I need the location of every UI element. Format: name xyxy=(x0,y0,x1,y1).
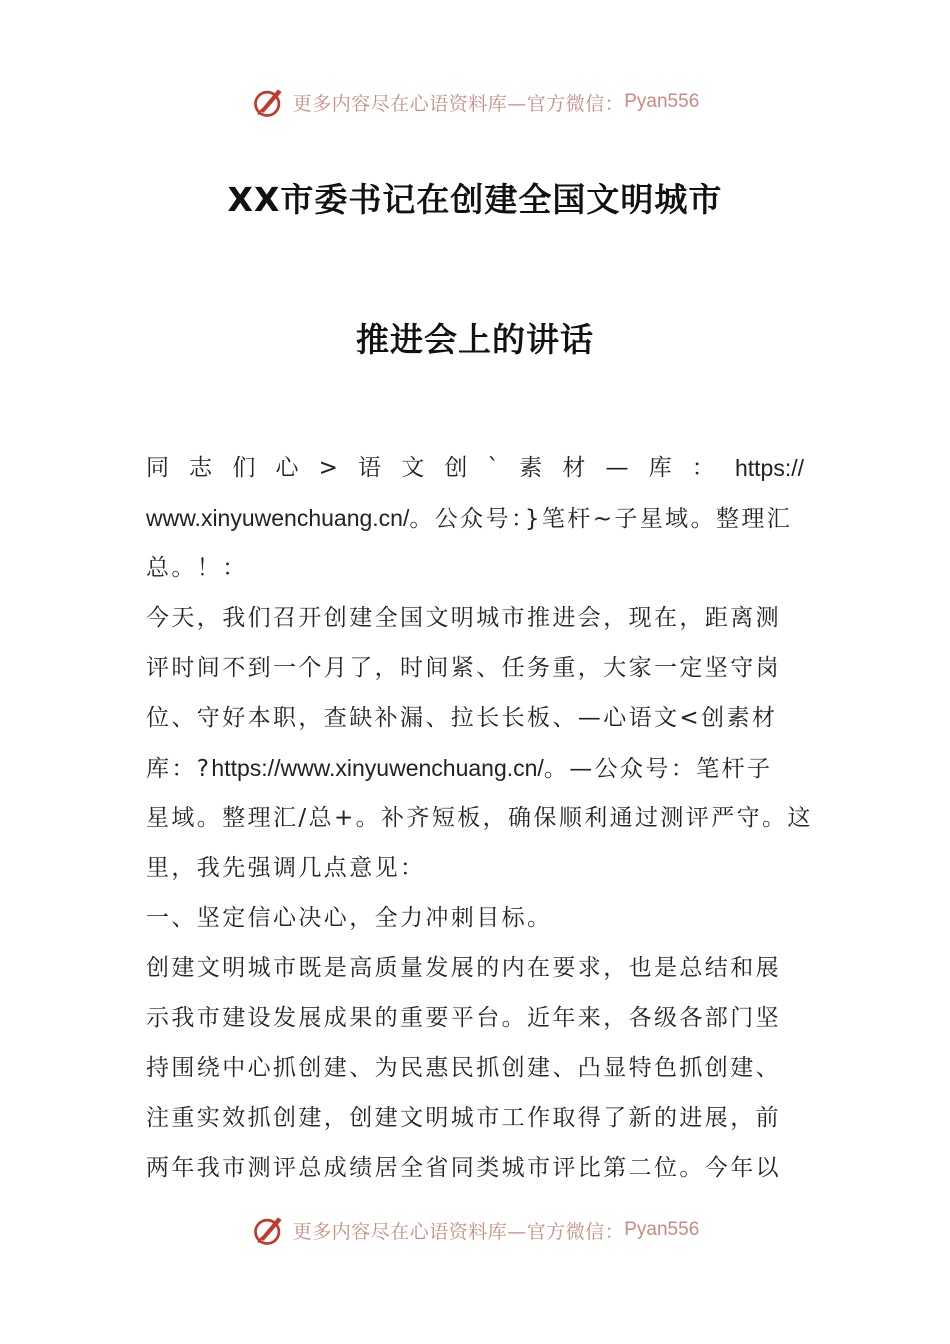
page-title-line-2: 推进会上的讲话 xyxy=(356,320,594,359)
body-line-4: 今天，我们召开创建全国文明城市推进会，现在，距离测 xyxy=(146,605,781,631)
watermark-text: 更多内容尽在心语资料库—官方微信： xyxy=(292,1220,625,1243)
body-line-5: 评时间不到一个月了，时间紧、任务重，大家一定坚守岗 xyxy=(146,655,781,681)
body-line-9: 里，我先强调几点意见： xyxy=(146,855,426,881)
body-line-2: www.xinyuwenchuang.cn/。公众号：}笔杆~子星域。整理汇 xyxy=(146,505,793,532)
url-text: https://www.xinyuwenchuang.cn/ xyxy=(211,755,544,781)
body-line-6: 位、守好本职，查缺补漏、拉长长板、—心语文<创素材 xyxy=(146,705,778,731)
body-line-14: 注重实效抓创建，创建文明城市工作取得了新的进展，前 xyxy=(146,1105,781,1131)
page-title-line-1: XX市委书记在创建全国文明城市 xyxy=(227,180,723,219)
footer-watermark xyxy=(0,1208,950,1252)
url-text: www.xinyuwenchuang.cn/ xyxy=(146,505,410,531)
watermark-wechat: Pyan556 xyxy=(624,1219,700,1240)
watermark-text: 更多内容尽在心语资料库—官方微信： xyxy=(292,92,625,115)
body-line-15: 两年我市测评总成绩居全省同类城市评比第二位。今年以 xyxy=(146,1155,781,1181)
speech-body xyxy=(146,443,813,1193)
header-watermark xyxy=(0,80,950,124)
quill-logo-icon xyxy=(251,1212,287,1248)
quill-logo-icon xyxy=(251,84,287,120)
body-line-7: 库：?https://www.xinyuwenchuang.cn/。—公众号：笔杆子 xyxy=(146,755,773,782)
body-line-3: 总。！： xyxy=(146,555,248,581)
body-line-1: 同 志 们 心 > 语 文 创 ` 素 材 — 库 ： https:// xyxy=(146,443,804,493)
body-line-8: 星域。整理汇/总+。补齐短板，确保顺利通过测评严守。这 xyxy=(146,805,813,831)
body-line-11: 创建文明城市既是高质量发展的内在要求，也是总结和展 xyxy=(146,955,781,981)
body-line-12: 示我市建设发展成果的重要平台。近年来，各级各部门坚 xyxy=(146,1005,781,1031)
body-line-13: 持围绕中心抓创建、为民惠民抓创建、凸显特色抓创建、 xyxy=(146,1055,781,1081)
section-heading-1: 一、坚定信心决心，全力冲刺目标。 xyxy=(146,905,553,931)
watermark-wechat: Pyan556 xyxy=(624,91,700,112)
url-fragment: https:// xyxy=(734,455,804,481)
